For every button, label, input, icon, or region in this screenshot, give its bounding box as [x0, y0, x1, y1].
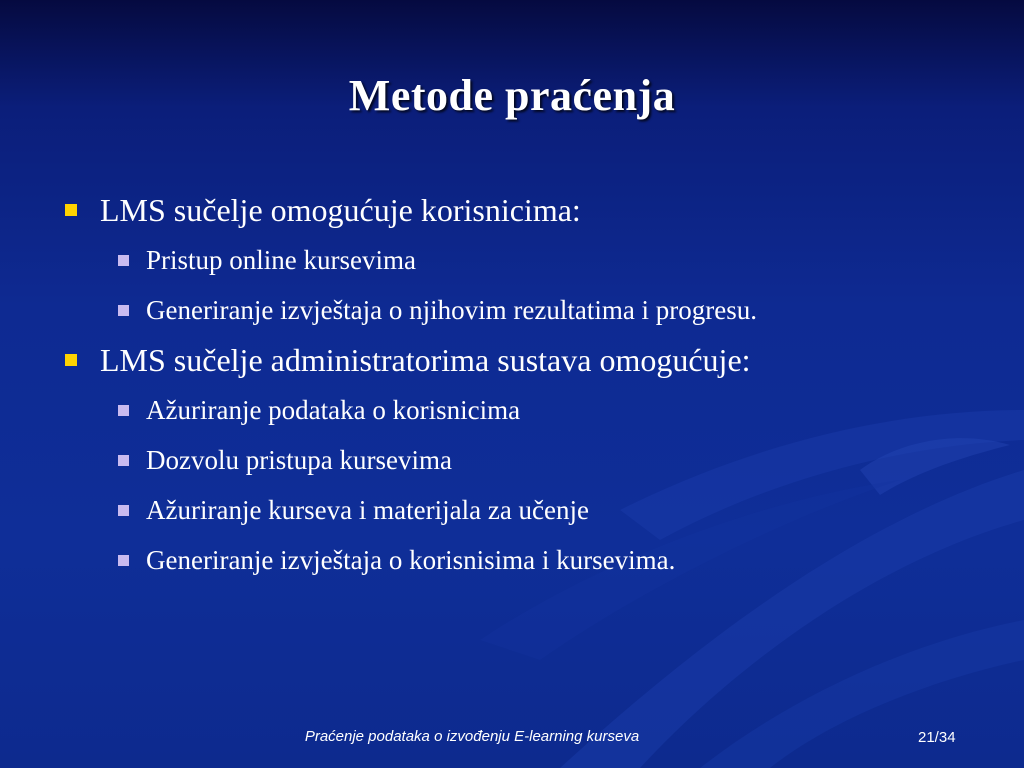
bullet-item-level2	[62, 288, 992, 332]
page-number: 21/34	[918, 729, 956, 746]
square-bullet-icon	[118, 555, 129, 566]
slide-title: Metode praćenja	[348, 71, 676, 120]
bullet-item-level2	[62, 538, 992, 582]
bullet-list	[62, 188, 992, 588]
square-bullet-icon	[118, 455, 129, 466]
bullet-item-level1	[62, 338, 992, 382]
square-bullet-icon	[118, 255, 129, 266]
bullet-text: Ažuriranje kurseva i materijala za učenje	[146, 495, 590, 525]
square-bullet-icon	[118, 405, 129, 416]
square-bullet-icon	[118, 505, 129, 516]
square-bullet-icon	[65, 354, 77, 366]
square-bullet-icon	[65, 204, 77, 216]
bullet-text: LMS sučelje omogućuje korisnicima:	[100, 192, 581, 228]
square-bullet-icon	[118, 305, 129, 316]
bullet-text: Ažuriranje podataka o korisnicima	[146, 395, 521, 425]
bullet-text: Generiranje izvještaja o korisnisima i kursevima.	[146, 545, 676, 575]
slide-footer: Praćenje podataka o izvođenju E-learning kurseva	[304, 728, 640, 745]
bullet-text: LMS sučelje administratorima sustava omogućuje:	[100, 342, 751, 378]
bullet-text: Pristup online kursevima	[146, 245, 416, 275]
bullet-item-level1	[62, 188, 992, 232]
bullet-item-level2	[62, 238, 992, 282]
bullet-text: Dozvolu pristupa kursevima	[146, 445, 452, 475]
bullet-item-level2	[62, 388, 992, 432]
bullet-item-level2	[62, 488, 992, 532]
bullet-item-level2	[62, 438, 992, 482]
bullet-text: Generiranje izvještaja o njihovim rezultatima i progresu.	[146, 295, 758, 325]
